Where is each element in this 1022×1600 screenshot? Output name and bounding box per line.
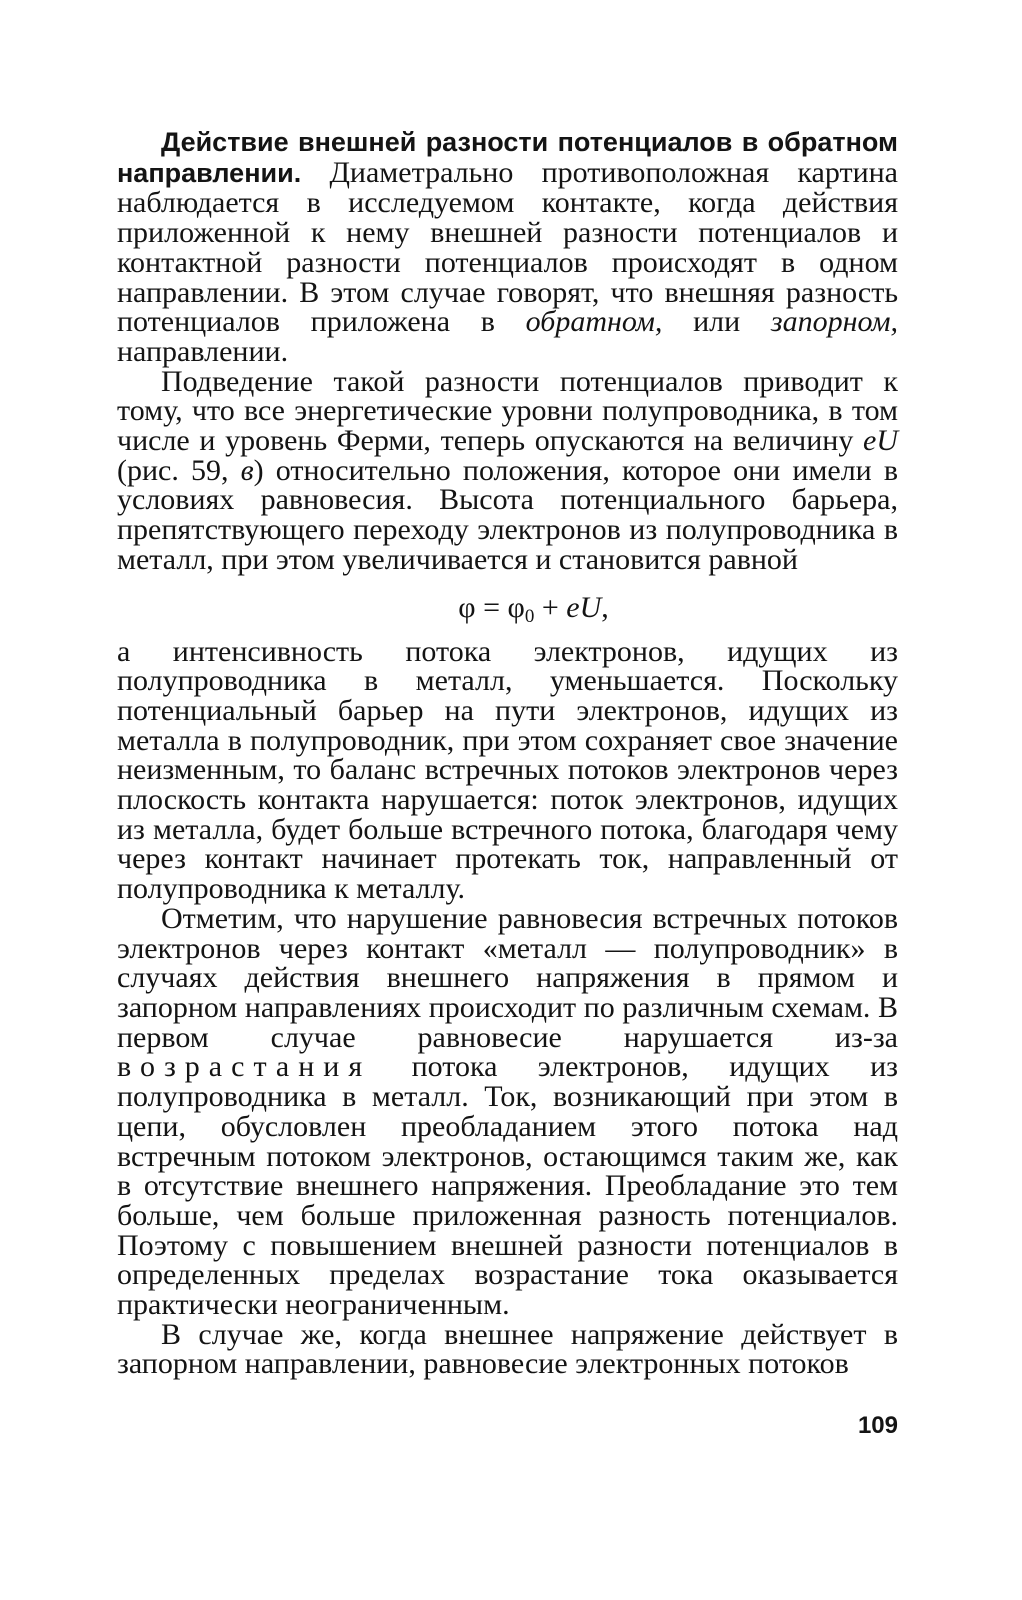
p2-part1: Подведение такой разности потенциалов приводит к тому, что все энергетические уровни полупроводника, в том числе и уровень Ферми, теперь опускаются на величину <box>117 364 898 458</box>
formula-eq: = <box>475 590 508 624</box>
p2-part3: ) относительно положения, которое они имели в условиях равновесия. Высота потенциального барьера, препятствующего переходу электронов из полупроводника в металл, при этом увеличивается и становится равной <box>117 453 898 576</box>
formula-plus: + <box>534 590 567 624</box>
p4-part1: Отметим, что нарушение равновесия встречных потоков электронов через контакт «металл — полупроводник» в случаях действия внешнего напряжения в прямом и запорном направлениях происходит по различным схемам. В первом случае равновесие нарушается из-за <box>117 901 898 1054</box>
figure-letter: в <box>240 453 254 487</box>
p4-part2: потока электронов, идущих из полупроводника в металл. Ток, возникающий при этом в цепи, обусловлен преобладанием этого потока над встречным потоком электронов, остающимся таким же, как в отсутствие внешнего напряжения. Преобладание это тем больше, чем больше приложенная разность потенциалов. Поэтому с повышением внешней разности потенциалов в определенных пределах возрастание тока оказывается практически неограниченным. <box>117 1050 898 1322</box>
page-number: 109 <box>857 1412 898 1439</box>
paragraph-equilibrium-schemes <box>117 901 898 1322</box>
formula-sub: 0 <box>524 605 535 627</box>
page-body <box>117 127 898 1379</box>
paragraph-flow-decrease: а интенсивность потока электронов, идущих из полупроводника в металл, уменьшается. Поскольку потенциальный барьер на пути электронов, идущих из металла в полупроводник, при этом сохраняет свое значение неизменным, то баланс встречных потоков электронов через плоскость контакта нарушается: поток электронов, идущих из металла, будет больше встречного потока, благодаря чему через контакт начинает протекать ток, направленный от полупроводника к металлу. <box>117 634 898 906</box>
paragraph-blocking-case: В случае же, когда внешнее напряжение действует в запорном направлении, равновесие электронных потоков <box>117 1317 898 1381</box>
var-eU: eU <box>863 424 898 458</box>
spaced-word: возрастания <box>117 1050 372 1084</box>
paragraph-reverse-direction <box>117 127 898 367</box>
intro-end: направлении. <box>117 334 289 368</box>
term-blocking: запорном, <box>770 305 898 339</box>
paragraph-energy-levels <box>117 364 898 576</box>
intro-text: Диаметрально противоположная картина наблюдается в исследуемом контакте, когда действия приложенной к нему внешней разности потенциалов и контактной разности потенциалов происходят в одном направлении. В этом случае говорят, что внешняя разность потенциалов приложена в <box>117 155 898 339</box>
formula-e: e <box>566 590 580 624</box>
formula-U: U <box>579 590 602 624</box>
formula-comma: , <box>601 590 609 624</box>
section-heading: Действие внешней разности потенциалов в обратном направлении. <box>117 127 898 188</box>
formula-lhs: φ <box>458 590 476 624</box>
formula-phi: φ <box>507 590 525 624</box>
p2-part2: (рис. 59, <box>117 453 241 487</box>
barrier-formula <box>169 590 898 627</box>
between-terms: или <box>662 305 771 339</box>
term-reverse: обратном, <box>525 305 663 339</box>
